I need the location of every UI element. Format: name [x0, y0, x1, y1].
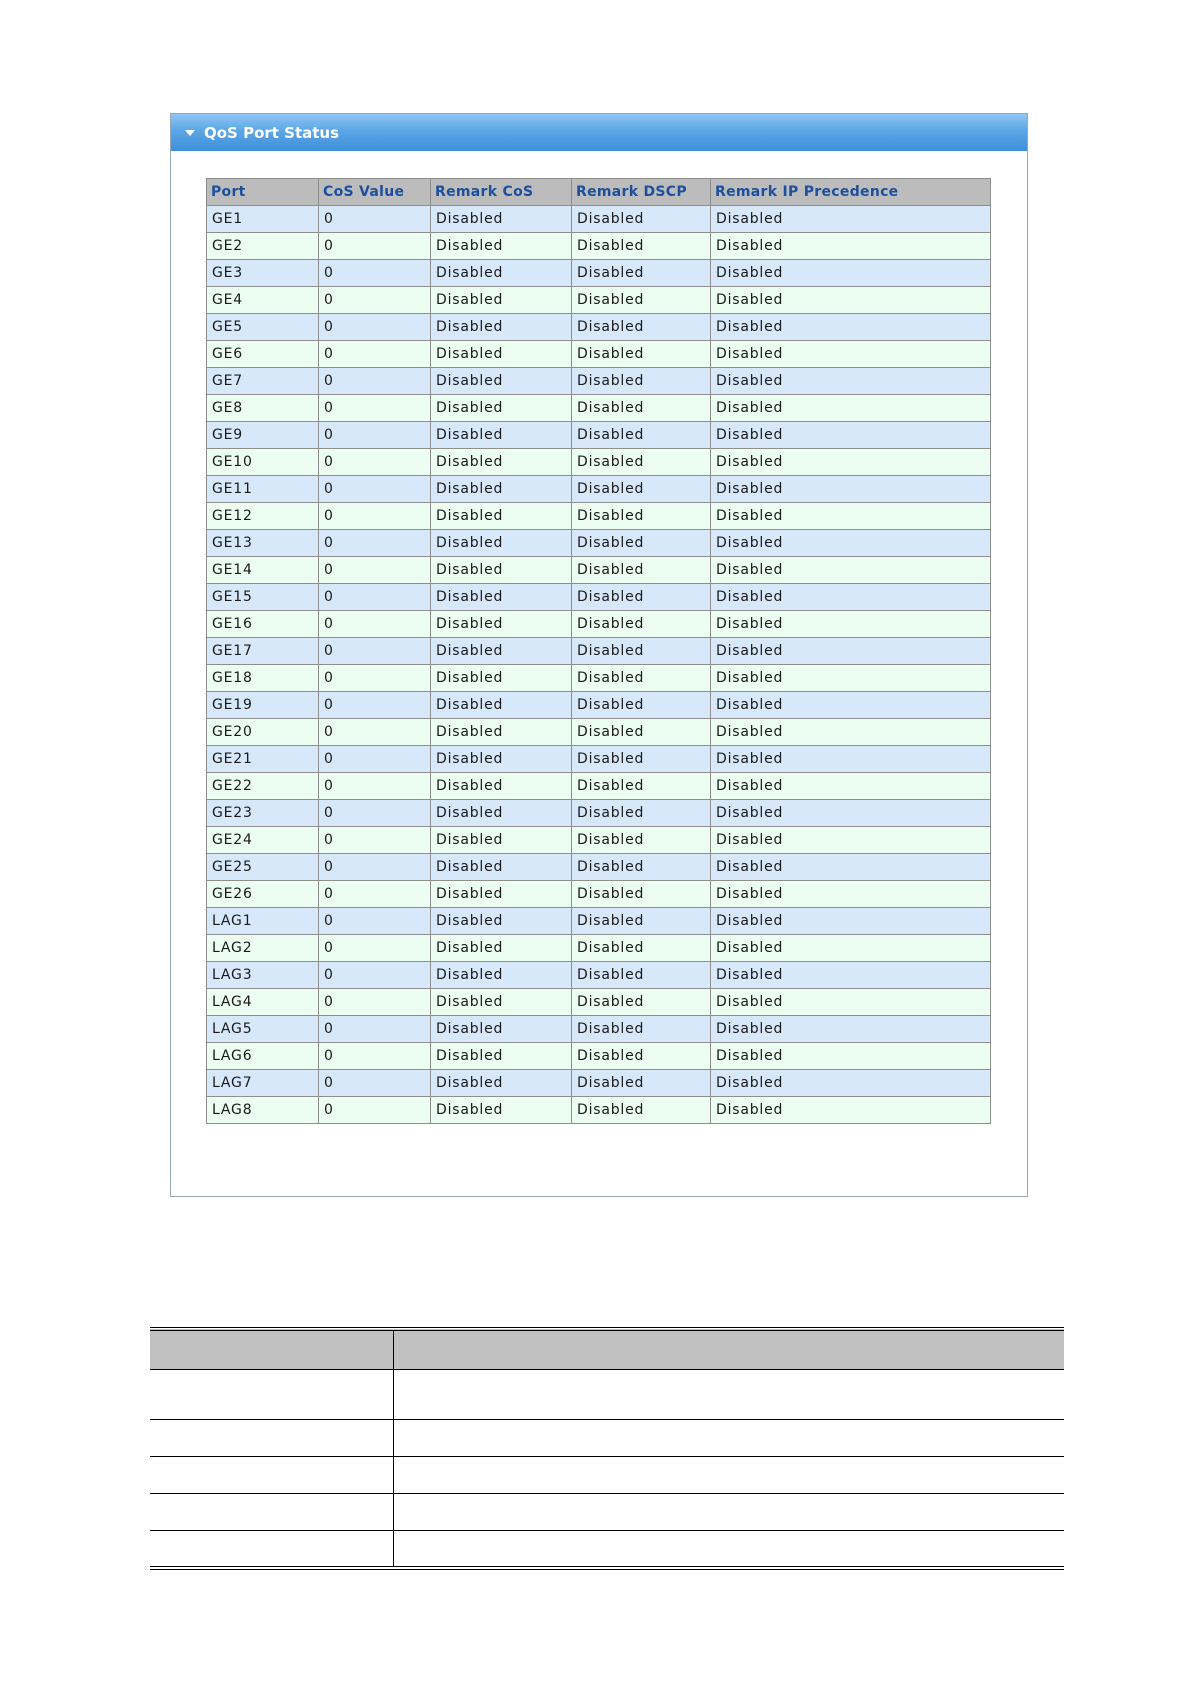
col-header-remark-ip-precedence: Remark IP Precedence	[711, 179, 991, 206]
table-row	[207, 287, 991, 314]
cell-port: GE13	[207, 530, 319, 557]
cell-port: GE25	[207, 854, 319, 881]
cell-remark-dscp: Disabled	[572, 1070, 711, 1097]
cell-remark-dscp: Disabled	[572, 584, 711, 611]
cell-cos-value: 0	[319, 1070, 431, 1097]
col-header-remark-cos: Remark CoS	[431, 179, 572, 206]
description-row	[150, 1494, 1064, 1531]
cell-cos-value: 0	[319, 773, 431, 800]
cell-remark-cos: Disabled	[431, 827, 572, 854]
cell-remark-cos: Disabled	[431, 962, 572, 989]
cell-remark-dscp: Disabled	[572, 881, 711, 908]
cell-remark-ip-precedence: Disabled	[711, 584, 991, 611]
cell-remark-cos: Disabled	[431, 314, 572, 341]
cell-cos-value: 0	[319, 287, 431, 314]
cell-remark-dscp: Disabled	[572, 719, 711, 746]
table-row	[207, 1043, 991, 1070]
cell-remark-ip-precedence: Disabled	[711, 233, 991, 260]
cell-remark-ip-precedence: Disabled	[711, 935, 991, 962]
cell-cos-value: 0	[319, 530, 431, 557]
cell-remark-cos: Disabled	[431, 422, 572, 449]
cell-remark-ip-precedence: Disabled	[711, 314, 991, 341]
cell-cos-value: 0	[319, 1097, 431, 1124]
cell-cos-value: 0	[319, 800, 431, 827]
cell-remark-ip-precedence: Disabled	[711, 395, 991, 422]
cell-remark-ip-precedence: Disabled	[711, 287, 991, 314]
description-cell	[150, 1420, 393, 1457]
table-row	[207, 368, 991, 395]
cell-remark-cos: Disabled	[431, 665, 572, 692]
cell-remark-dscp: Disabled	[572, 503, 711, 530]
cell-remark-ip-precedence: Disabled	[711, 1016, 991, 1043]
cell-remark-cos: Disabled	[431, 611, 572, 638]
cell-remark-cos: Disabled	[431, 908, 572, 935]
cell-port: GE20	[207, 719, 319, 746]
cell-remark-cos: Disabled	[431, 881, 572, 908]
table-header-row	[207, 179, 991, 206]
cell-remark-ip-precedence: Disabled	[711, 638, 991, 665]
table-row	[207, 854, 991, 881]
table-row	[207, 476, 991, 503]
cell-cos-value: 0	[319, 557, 431, 584]
table-row	[207, 422, 991, 449]
cell-remark-dscp: Disabled	[572, 449, 711, 476]
table-row	[207, 1016, 991, 1043]
cell-remark-dscp: Disabled	[572, 422, 711, 449]
cell-cos-value: 0	[319, 908, 431, 935]
table-row	[207, 611, 991, 638]
cell-cos-value: 0	[319, 638, 431, 665]
cell-remark-ip-precedence: Disabled	[711, 692, 991, 719]
cell-port: GE19	[207, 692, 319, 719]
cell-remark-cos: Disabled	[431, 206, 572, 233]
cell-remark-cos: Disabled	[431, 233, 572, 260]
table-row	[207, 206, 991, 233]
cell-remark-cos: Disabled	[431, 287, 572, 314]
cell-remark-dscp: Disabled	[572, 1043, 711, 1070]
cell-remark-ip-precedence: Disabled	[711, 854, 991, 881]
table-row	[207, 665, 991, 692]
cell-remark-cos: Disabled	[431, 260, 572, 287]
cell-remark-ip-precedence: Disabled	[711, 827, 991, 854]
cell-remark-dscp: Disabled	[572, 962, 711, 989]
cell-remark-dscp: Disabled	[572, 314, 711, 341]
table-row	[207, 638, 991, 665]
cell-cos-value: 0	[319, 395, 431, 422]
cell-port: GE22	[207, 773, 319, 800]
cell-port: GE18	[207, 665, 319, 692]
cell-remark-cos: Disabled	[431, 503, 572, 530]
cell-port: LAG8	[207, 1097, 319, 1124]
cell-remark-dscp: Disabled	[572, 341, 711, 368]
cell-port: GE14	[207, 557, 319, 584]
cell-cos-value: 0	[319, 341, 431, 368]
cell-remark-dscp: Disabled	[572, 476, 711, 503]
cell-remark-cos: Disabled	[431, 989, 572, 1016]
cell-remark-cos: Disabled	[431, 1016, 572, 1043]
cell-port: GE24	[207, 827, 319, 854]
table-row	[207, 449, 991, 476]
cell-remark-dscp: Disabled	[572, 854, 711, 881]
cell-cos-value: 0	[319, 746, 431, 773]
cell-remark-dscp: Disabled	[572, 368, 711, 395]
cell-cos-value: 0	[319, 719, 431, 746]
panel-title: QoS Port Status	[204, 123, 340, 142]
cell-remark-cos: Disabled	[431, 800, 572, 827]
table-row	[207, 341, 991, 368]
cell-cos-value: 0	[319, 665, 431, 692]
description-row	[150, 1531, 1064, 1568]
cell-remark-dscp: Disabled	[572, 1097, 711, 1124]
cell-cos-value: 0	[319, 1043, 431, 1070]
cell-remark-ip-precedence: Disabled	[711, 260, 991, 287]
cell-port: GE26	[207, 881, 319, 908]
description-cell	[393, 1494, 1064, 1531]
table-row	[207, 503, 991, 530]
cell-remark-dscp: Disabled	[572, 692, 711, 719]
cell-remark-dscp: Disabled	[572, 287, 711, 314]
cell-cos-value: 0	[319, 854, 431, 881]
table-row	[207, 989, 991, 1016]
cell-port: LAG6	[207, 1043, 319, 1070]
description-cell	[393, 1420, 1064, 1457]
cell-remark-cos: Disabled	[431, 584, 572, 611]
cell-remark-dscp: Disabled	[572, 260, 711, 287]
cell-cos-value: 0	[319, 962, 431, 989]
cell-port: LAG1	[207, 908, 319, 935]
description-row	[150, 1370, 1064, 1420]
cell-remark-dscp: Disabled	[572, 206, 711, 233]
table-row	[207, 719, 991, 746]
table-row	[207, 314, 991, 341]
cell-remark-cos: Disabled	[431, 854, 572, 881]
description-cell	[150, 1370, 393, 1420]
table-row	[207, 800, 991, 827]
table-row	[207, 692, 991, 719]
description-header-description	[393, 1329, 1064, 1370]
table-row	[207, 557, 991, 584]
col-header-port: Port	[207, 179, 319, 206]
cell-cos-value: 0	[319, 692, 431, 719]
cell-port: GE23	[207, 800, 319, 827]
cell-port: LAG7	[207, 1070, 319, 1097]
cell-remark-cos: Disabled	[431, 395, 572, 422]
cell-cos-value: 0	[319, 206, 431, 233]
cell-cos-value: 0	[319, 584, 431, 611]
cell-remark-cos: Disabled	[431, 746, 572, 773]
cell-port: GE10	[207, 449, 319, 476]
cell-remark-dscp: Disabled	[572, 773, 711, 800]
description-cell	[393, 1531, 1064, 1568]
cell-cos-value: 0	[319, 503, 431, 530]
cell-remark-cos: Disabled	[431, 476, 572, 503]
description-cell	[393, 1457, 1064, 1494]
cell-cos-value: 0	[319, 476, 431, 503]
cell-port: GE2	[207, 233, 319, 260]
cell-remark-ip-precedence: Disabled	[711, 341, 991, 368]
cell-port: LAG3	[207, 962, 319, 989]
cell-remark-ip-precedence: Disabled	[711, 206, 991, 233]
cell-port: GE11	[207, 476, 319, 503]
cell-remark-dscp: Disabled	[572, 557, 711, 584]
cell-remark-ip-precedence: Disabled	[711, 1070, 991, 1097]
cell-remark-dscp: Disabled	[572, 908, 711, 935]
cell-remark-dscp: Disabled	[572, 746, 711, 773]
cell-remark-dscp: Disabled	[572, 395, 711, 422]
table-row	[207, 260, 991, 287]
cell-remark-ip-precedence: Disabled	[711, 746, 991, 773]
description-row	[150, 1457, 1064, 1494]
cell-cos-value: 0	[319, 233, 431, 260]
cell-remark-ip-precedence: Disabled	[711, 368, 991, 395]
cell-cos-value: 0	[319, 314, 431, 341]
cell-port: GE3	[207, 260, 319, 287]
cell-port: LAG2	[207, 935, 319, 962]
cell-remark-dscp: Disabled	[572, 530, 711, 557]
cell-port: GE9	[207, 422, 319, 449]
cell-port: GE17	[207, 638, 319, 665]
cell-port: GE16	[207, 611, 319, 638]
description-cell	[150, 1494, 393, 1531]
table-row	[207, 1070, 991, 1097]
description-row	[150, 1420, 1064, 1457]
collapse-arrow-icon[interactable]	[185, 130, 195, 136]
cell-remark-cos: Disabled	[431, 692, 572, 719]
cell-remark-cos: Disabled	[431, 935, 572, 962]
cell-cos-value: 0	[319, 260, 431, 287]
cell-remark-cos: Disabled	[431, 1043, 572, 1070]
cell-remark-ip-precedence: Disabled	[711, 719, 991, 746]
cell-remark-ip-precedence: Disabled	[711, 1097, 991, 1124]
cell-port: GE15	[207, 584, 319, 611]
cell-port: GE4	[207, 287, 319, 314]
table-row	[207, 584, 991, 611]
cell-remark-cos: Disabled	[431, 1070, 572, 1097]
cell-remark-ip-precedence: Disabled	[711, 881, 991, 908]
cell-remark-ip-precedence: Disabled	[711, 530, 991, 557]
table-row	[207, 962, 991, 989]
qos-port-status-panel	[170, 113, 1028, 1197]
cell-remark-dscp: Disabled	[572, 233, 711, 260]
cell-remark-cos: Disabled	[431, 773, 572, 800]
cell-remark-dscp: Disabled	[572, 638, 711, 665]
cell-remark-ip-precedence: Disabled	[711, 665, 991, 692]
description-table	[150, 1327, 1064, 1570]
cell-remark-dscp: Disabled	[572, 665, 711, 692]
description-cell	[393, 1370, 1064, 1420]
cell-remark-dscp: Disabled	[572, 827, 711, 854]
cell-cos-value: 0	[319, 989, 431, 1016]
col-header-remark-dscp: Remark DSCP	[572, 179, 711, 206]
cell-remark-ip-precedence: Disabled	[711, 1043, 991, 1070]
cell-port: GE6	[207, 341, 319, 368]
description-cell	[150, 1531, 393, 1568]
cell-remark-ip-precedence: Disabled	[711, 989, 991, 1016]
col-header-cos-value: CoS Value	[319, 179, 431, 206]
cell-remark-ip-precedence: Disabled	[711, 503, 991, 530]
cell-remark-cos: Disabled	[431, 368, 572, 395]
cell-remark-ip-precedence: Disabled	[711, 557, 991, 584]
qos-port-status-table	[206, 178, 991, 1124]
description-header-object	[150, 1329, 393, 1370]
cell-remark-ip-precedence: Disabled	[711, 800, 991, 827]
description-header-row	[150, 1329, 1064, 1370]
table-row	[207, 233, 991, 260]
cell-remark-dscp: Disabled	[572, 611, 711, 638]
cell-remark-ip-precedence: Disabled	[711, 476, 991, 503]
cell-remark-cos: Disabled	[431, 1097, 572, 1124]
cell-port: LAG4	[207, 989, 319, 1016]
cell-remark-ip-precedence: Disabled	[711, 773, 991, 800]
cell-cos-value: 0	[319, 881, 431, 908]
cell-cos-value: 0	[319, 368, 431, 395]
cell-remark-ip-precedence: Disabled	[711, 962, 991, 989]
cell-port: GE8	[207, 395, 319, 422]
cell-port: LAG5	[207, 1016, 319, 1043]
cell-remark-ip-precedence: Disabled	[711, 908, 991, 935]
cell-port: GE21	[207, 746, 319, 773]
cell-remark-ip-precedence: Disabled	[711, 611, 991, 638]
cell-remark-cos: Disabled	[431, 530, 572, 557]
cell-port: GE12	[207, 503, 319, 530]
cell-cos-value: 0	[319, 449, 431, 476]
table-row	[207, 1097, 991, 1124]
table-row	[207, 881, 991, 908]
cell-remark-dscp: Disabled	[572, 989, 711, 1016]
cell-cos-value: 0	[319, 422, 431, 449]
cell-cos-value: 0	[319, 1016, 431, 1043]
table-row	[207, 395, 991, 422]
cell-remark-ip-precedence: Disabled	[711, 422, 991, 449]
cell-cos-value: 0	[319, 611, 431, 638]
table-row	[207, 908, 991, 935]
cell-remark-cos: Disabled	[431, 719, 572, 746]
table-body	[207, 206, 991, 1124]
table-row	[207, 530, 991, 557]
cell-port: GE5	[207, 314, 319, 341]
cell-remark-dscp: Disabled	[572, 800, 711, 827]
cell-cos-value: 0	[319, 827, 431, 854]
cell-port: GE7	[207, 368, 319, 395]
description-cell	[150, 1457, 393, 1494]
cell-remark-ip-precedence: Disabled	[711, 449, 991, 476]
table-row	[207, 827, 991, 854]
cell-remark-dscp: Disabled	[572, 1016, 711, 1043]
table-row	[207, 746, 991, 773]
cell-cos-value: 0	[319, 935, 431, 962]
cell-remark-dscp: Disabled	[572, 935, 711, 962]
table-row	[207, 935, 991, 962]
cell-port: GE1	[207, 206, 319, 233]
cell-remark-cos: Disabled	[431, 341, 572, 368]
panel-header[interactable]	[171, 114, 1027, 151]
table-row	[207, 773, 991, 800]
cell-remark-cos: Disabled	[431, 449, 572, 476]
cell-remark-cos: Disabled	[431, 638, 572, 665]
cell-remark-cos: Disabled	[431, 557, 572, 584]
